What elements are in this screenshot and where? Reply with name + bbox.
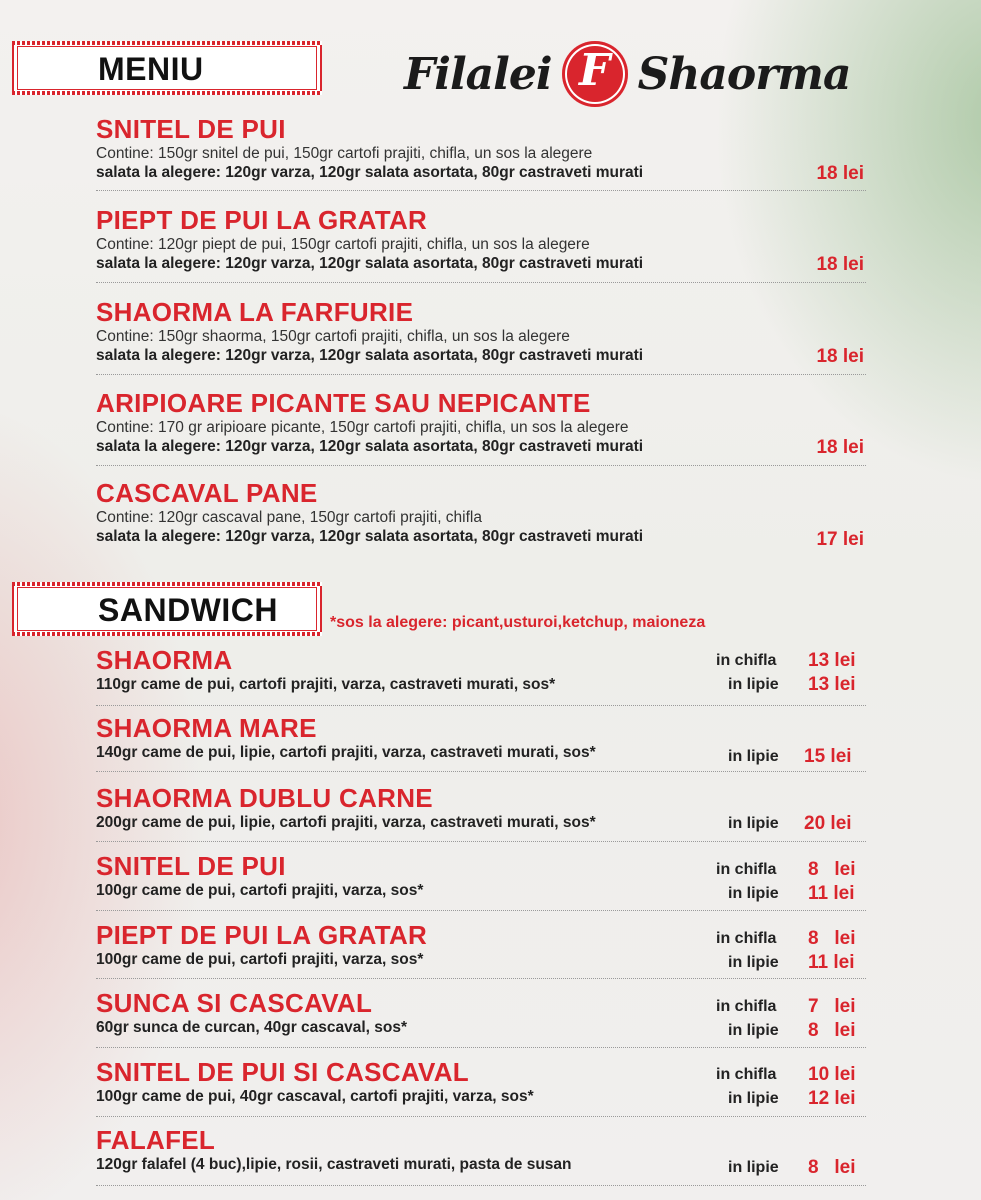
logo-right-word: Shaorma xyxy=(637,48,851,100)
menu-item-price: 18 lei xyxy=(816,437,864,458)
menu-item-name: PIEPT DE PUI LA GRATAR xyxy=(96,205,428,235)
menu-item-name: SHAORMA LA FARFURIE xyxy=(96,297,414,327)
sandwich-item xyxy=(96,1057,866,1117)
sandwich-item-description: 100gr came de pui, cartofi prajiti, varza, sos* xyxy=(96,951,424,968)
sandwich-item-name: PIEPT DE PUI LA GRATAR xyxy=(96,920,428,950)
menu-item-price: 17 lei xyxy=(816,529,864,550)
option-label: in lipie xyxy=(728,1090,779,1107)
restaurant-logo xyxy=(404,34,874,114)
menu-item-salad: salata la alegere: 120gr varza, 120gr salata asortata, 80gr castraveti murati xyxy=(96,255,644,272)
menu-item xyxy=(96,297,866,375)
option-price: 11 lei xyxy=(808,952,855,973)
sandwich-item-name: SUNCA SI CASCAVAL xyxy=(96,988,373,1018)
menu-item-description: Contine: 170 gr aripioare picante, 150gr cartofi prajiti, chifla, un sos la alegere xyxy=(96,419,629,436)
sandwich-item xyxy=(96,920,866,979)
option-label: in lipie xyxy=(728,885,779,902)
option-price: 13 lei xyxy=(808,674,856,695)
option-label: in lipie xyxy=(728,954,779,971)
menu-item xyxy=(96,114,866,191)
menu-item-salad: salata la alegere: 120gr varza, 120gr salata asortata, 80gr castraveti murati xyxy=(96,438,644,455)
option-price: 20 lei xyxy=(804,813,852,834)
menu-item-salad: salata la alegere: 120gr varza, 120gr salata asortata, 80gr castraveti murati xyxy=(96,164,644,181)
menu-item-name: SNITEL DE PUI xyxy=(96,114,286,144)
sandwich-item-description: 120gr falafel (4 buc),lipie, rosii, castraveti murati, pasta de susan xyxy=(96,1156,572,1173)
sandwich-item-description: 60gr sunca de curcan, 40gr cascaval, sos* xyxy=(96,1019,408,1036)
option-price: 12 lei xyxy=(808,1088,856,1109)
logo-badge xyxy=(562,41,628,107)
option-label: in lipie xyxy=(728,1022,779,1039)
menu-section-header xyxy=(12,41,322,95)
sandwich-item-description: 100gr came de pui, 40gr cascaval, cartofi prajiti, varza, sos* xyxy=(96,1088,534,1105)
menu-item-description: Contine: 150gr shaorma, 150gr cartofi prajiti, chifla, un sos la alegere xyxy=(96,328,570,345)
option-price: 8 lei xyxy=(808,1020,856,1041)
sandwich-item-name: SHAORMA DUBLU CARNE xyxy=(96,783,433,813)
menu-item-description: Contine: 120gr cascaval pane, 150gr cartofi prajiti, chifla xyxy=(96,509,482,526)
menu-item-description: Contine: 150gr snitel de pui, 150gr cartofi prajiti, chifla, un sos la alegere xyxy=(96,145,593,162)
option-price: 15 lei xyxy=(804,746,852,767)
option-label: in chifla xyxy=(716,652,777,669)
menu-item-name: CASCAVAL PANE xyxy=(96,478,318,508)
sandwich-item-description: 200gr came de pui, lipie, cartofi prajiti, varza, castraveti murati, sos* xyxy=(96,814,596,831)
sandwich-item-name: SHAORMA MARE xyxy=(96,713,317,743)
menu-section-title: MENIU xyxy=(98,51,204,87)
option-label: in chifla xyxy=(716,998,777,1015)
option-price: 7 lei xyxy=(808,996,856,1017)
sandwich-item xyxy=(96,645,866,706)
sandwich-item xyxy=(96,783,866,842)
sandwich-section-header xyxy=(12,582,322,636)
sandwich-item xyxy=(96,1125,866,1186)
sandwich-item-description: 140gr came de pui, lipie, cartofi prajiti, varza, castraveti murati, sos* xyxy=(96,744,596,761)
menu-item xyxy=(96,388,866,466)
sauce-note: *sos la alegere: picant,usturoi,ketchup, maioneza xyxy=(330,614,706,631)
sandwich-item-name: SHAORMA xyxy=(96,645,233,675)
option-label: in lipie xyxy=(728,815,779,832)
option-price: 11 lei xyxy=(808,883,855,904)
sandwich-item xyxy=(96,851,866,911)
option-label: in chifla xyxy=(716,861,777,878)
menu-item-price: 18 lei xyxy=(816,346,864,367)
menu-item-price: 18 lei xyxy=(816,254,864,275)
menu-item xyxy=(96,205,866,283)
option-label: in chifla xyxy=(716,1066,777,1083)
option-label: in lipie xyxy=(728,748,779,765)
option-price: 13 lei xyxy=(808,650,856,671)
option-price: 10 lei xyxy=(808,1064,856,1085)
menu-item-salad: salata la alegere: 120gr varza, 120gr salata asortata, 80gr castraveti murati xyxy=(96,528,644,545)
option-price: 8 lei xyxy=(808,1157,856,1178)
option-label: in lipie xyxy=(728,1159,779,1176)
option-price: 8 lei xyxy=(808,928,856,949)
sandwich-item xyxy=(96,713,866,772)
sandwich-item xyxy=(96,988,866,1048)
sandwich-item-description: 110gr came de pui, cartofi prajiti, varza, castraveti murati, sos* xyxy=(96,676,556,693)
logo-letter: F xyxy=(578,45,611,96)
sandwich-item-description: 100gr came de pui, cartofi prajiti, varza, sos* xyxy=(96,882,424,899)
option-label: in lipie xyxy=(728,676,779,693)
sandwich-item-name: SNITEL DE PUI xyxy=(96,851,286,881)
menu-item xyxy=(96,478,866,556)
sandwich-item-name: FALAFEL xyxy=(96,1125,216,1155)
sandwich-item-name: SNITEL DE PUI SI CASCAVAL xyxy=(96,1057,469,1087)
menu-item-price: 18 lei xyxy=(816,163,864,184)
option-price: 8 lei xyxy=(808,859,856,880)
option-label: in chifla xyxy=(716,930,777,947)
logo-left-word: Filalei xyxy=(404,48,552,100)
menu-item-salad: salata la alegere: 120gr varza, 120gr salata asortata, 80gr castraveti murati xyxy=(96,347,644,364)
sandwich-section-title: SANDWICH xyxy=(98,592,278,628)
menu-item-description: Contine: 120gr piept de pui, 150gr cartofi prajiti, chifla, un sos la alegere xyxy=(96,236,590,253)
menu-item-name: ARIPIOARE PICANTE SAU NEPICANTE xyxy=(96,388,591,418)
